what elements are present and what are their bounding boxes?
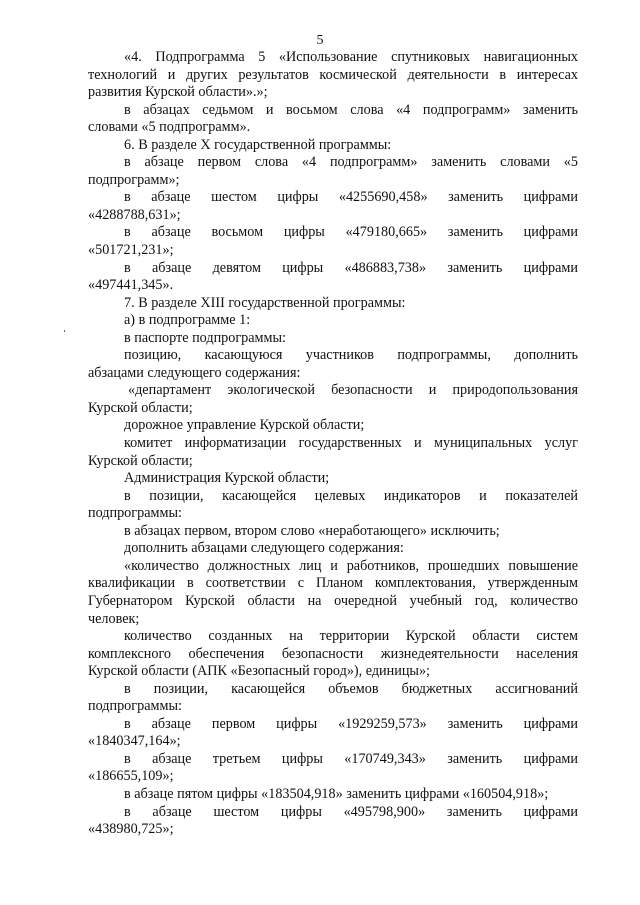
text-line: человек; [88, 610, 140, 627]
text-line: Курской области (АПК «Безопасный город»), единицы»; [88, 663, 430, 680]
text-line: технологий и других результатов космической деятельности в интересах [88, 66, 578, 83]
text-line: «186655,109»; [88, 768, 174, 785]
text-line: «количество должностных лиц и работников, прошедших повышение [124, 557, 578, 574]
text-line: «4. Подпрограмма 5 «Использование спутниковых навигационных [124, 49, 578, 65]
text-line: «департамент экологической безопасности и природопользования [128, 382, 578, 399]
text-line: в абзаце восьмом цифры «479180,665» заменить цифрами [124, 224, 578, 241]
text-line: подпрограмм»; [88, 171, 180, 188]
text-line: в позиции, касающейся целевых индикаторов и показателей [124, 487, 578, 504]
text-line: Курской области; [88, 452, 193, 469]
document-body [88, 49, 578, 839]
text-line: развития Курской области».»; [88, 84, 268, 101]
text-line: «438980,725»; [88, 821, 174, 838]
text-line: количество созданных на территории Курской области систем [124, 628, 578, 645]
text-line: дополнить абзацами следующего содержания: [124, 540, 404, 557]
text-line: а) в подпрограмме 1: [124, 312, 251, 329]
text-line: комплексного обеспечения безопасности жизнедеятельности населения [88, 645, 578, 662]
text-line: Губернатором Курской области на очередной учебный год, количество [88, 592, 578, 609]
text-line: в абзаце первом слова «4 подпрограмм» заменить словами «5 [124, 154, 578, 171]
text-line: в абзаце шестом цифры «495798,900» заменить цифрами [124, 803, 578, 820]
text-line: словами «5 подпрограмм». [88, 119, 251, 136]
text-line: комитет информатизации государственных и муниципальных услуг [124, 435, 578, 452]
text-line: в абзацах седьмом и восьмом слова «4 подпрограмм» заменить [124, 101, 578, 118]
text-line: подпрограммы: [88, 698, 182, 715]
text-line: в паспорте подпрограммы: [124, 329, 286, 346]
text-line: в абзаце первом цифры «1929259,573» заменить цифрами [124, 715, 578, 732]
text-line: в абзаце девятом цифры «486883,738» заменить цифрами [124, 259, 578, 276]
text-line: в абзацах первом, втором слово «неработающего» исключить; [124, 522, 500, 539]
text-line: «1840347,164»; [88, 733, 181, 750]
page-number: 5 [316, 33, 324, 48]
text-line: подпрограммы: [88, 505, 182, 522]
text-line: в позиции, касающейся объемов бюджетных ассигнований [124, 680, 578, 697]
scan-artifact-mark [64, 330, 65, 332]
text-line: позицию, касающуюся участников подпрограммы, дополнить [124, 347, 578, 364]
text-line: Администрация Курской области; [124, 470, 330, 487]
text-line: в абзаце пятом цифры «183504,918» заменить цифрами «160504,918»; [124, 785, 549, 802]
text-line: дорожное управление Курской области; [124, 417, 365, 434]
text-line: квалификации в соответствии с Планом комплектования, утвержденным [88, 575, 578, 592]
text-line: «501721,231»; [88, 242, 174, 259]
text-line: в абзаце шестом цифры «4255690,458» заменить цифрами [124, 189, 578, 206]
text-line: абзацами следующего содержания: [88, 364, 301, 381]
text-line: 7. В разделе XIII государственной программы: [124, 294, 406, 311]
text-line: Курской области; [88, 399, 193, 416]
text-line: 6. В разделе Х государственной программы: [124, 136, 392, 153]
text-line: «497441,345». [88, 277, 174, 294]
text-line: в абзаце третьем цифры «170749,343» заменить цифрами [124, 750, 578, 767]
text-line: «4288788,631»; [88, 206, 181, 223]
